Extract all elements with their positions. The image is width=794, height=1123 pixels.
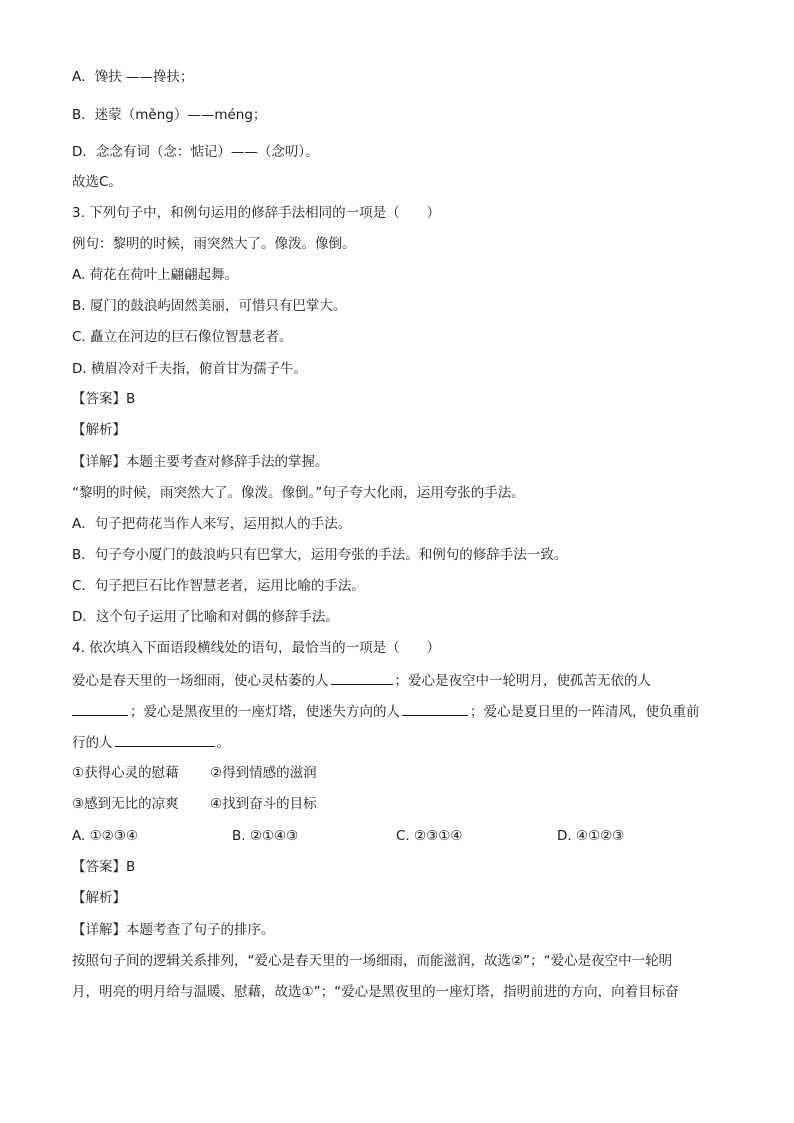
option-c: C. 矗立在河边的巨石像位智慧老者。 bbox=[72, 329, 293, 345]
text-line: B．迷蒙（měng）——méng； bbox=[72, 107, 267, 123]
text-line: D．这个句子运用了比喻和对偶的修辞手法。 bbox=[72, 609, 339, 625]
text-line: C．句子把巨石比作智慧老者，运用比喻的手法。 bbox=[72, 578, 365, 594]
passage-line-1: 爱心是春天里的一场细雨，使心灵枯萎的人 ；爱心是夜空中一轮明月，使孤苦无依的人 bbox=[72, 670, 722, 691]
text-line: D．念念有词（念：惦记）——（念叨）。 bbox=[72, 144, 319, 160]
example-sentence: 例句：黎明的时候，雨突然大了。像泼。像倒。 bbox=[72, 236, 356, 252]
fill-blank bbox=[331, 670, 393, 685]
analysis-label: 【解析】 bbox=[72, 890, 126, 906]
text-line: A．句子把荷花当作人来写，运用拟人的手法。 bbox=[72, 516, 352, 532]
text-line: B．句子夸小厦门的鼓浪屿只有巴掌大，运用夸张的手法。和例句的修辞手法一致。 bbox=[72, 547, 568, 563]
text-line: 按照句子间的逻辑关系排列，“爱心是春天里的一场细雨，而能滋润，故选②”；“爱心是夜空中一轮明 bbox=[72, 953, 673, 969]
text-line: “黎明的时候，雨突然大了。像泼。像倒。”句子夸大化雨，运用夸张的手法。 bbox=[72, 485, 525, 501]
fill-blank bbox=[72, 701, 128, 716]
passage-line-3: 行的人 。 bbox=[72, 732, 722, 753]
option-d: D. 横眉冷对千夫指，俯首甘为孺子牛。 bbox=[72, 361, 307, 377]
fill-blank bbox=[402, 701, 468, 716]
text-line: A．馋扶 ——搀扶； bbox=[72, 69, 194, 85]
option-b: B. 厦门的鼓浪屿固然美丽，可惜只有巴掌大。 bbox=[72, 298, 347, 314]
analysis-label: 【解析】 bbox=[72, 422, 126, 438]
passage-line-2: ；爱心是黑夜里的一座灯塔，使迷失方向的人 ；爱心是夏日里的一阵清风，使负重前 bbox=[72, 701, 722, 722]
option-a: A. 荷花在荷叶上翩翩起舞。 bbox=[72, 267, 239, 283]
answer-options-row: A. ①②③④ B. ②①④③ C. ②③①④ D. ④①②③ bbox=[72, 828, 625, 844]
answer-label: 【答案】B bbox=[72, 859, 136, 875]
choices-row: ③感到无比的凉爽 ④找到奋斗的目标 bbox=[72, 796, 317, 812]
fill-blank bbox=[115, 732, 215, 747]
text-line: 故选C。 bbox=[72, 174, 122, 190]
choices-row: ①获得心灵的慰藉 ②得到情感的滋润 bbox=[72, 765, 317, 781]
question-4: 4. 依次填入下面语段横线处的语句，最恰当的一项是（ ） bbox=[72, 640, 441, 656]
answer-label: 【答案】B bbox=[72, 391, 136, 407]
question-3: 3. 下列句子中，和例句运用的修辞手法相同的一项是（ ） bbox=[72, 205, 441, 221]
detail-line: 【详解】本题主要考查对修辞手法的掌握。 bbox=[72, 454, 329, 470]
text-line: 月，明亮的明月给与温暖、慰藉，故选①”；“爱心是黑夜里的一座灯塔，指明前进的方向，向着目标奋 bbox=[72, 984, 679, 1000]
detail-line: 【详解】本题考查了句子的排序。 bbox=[72, 922, 275, 938]
